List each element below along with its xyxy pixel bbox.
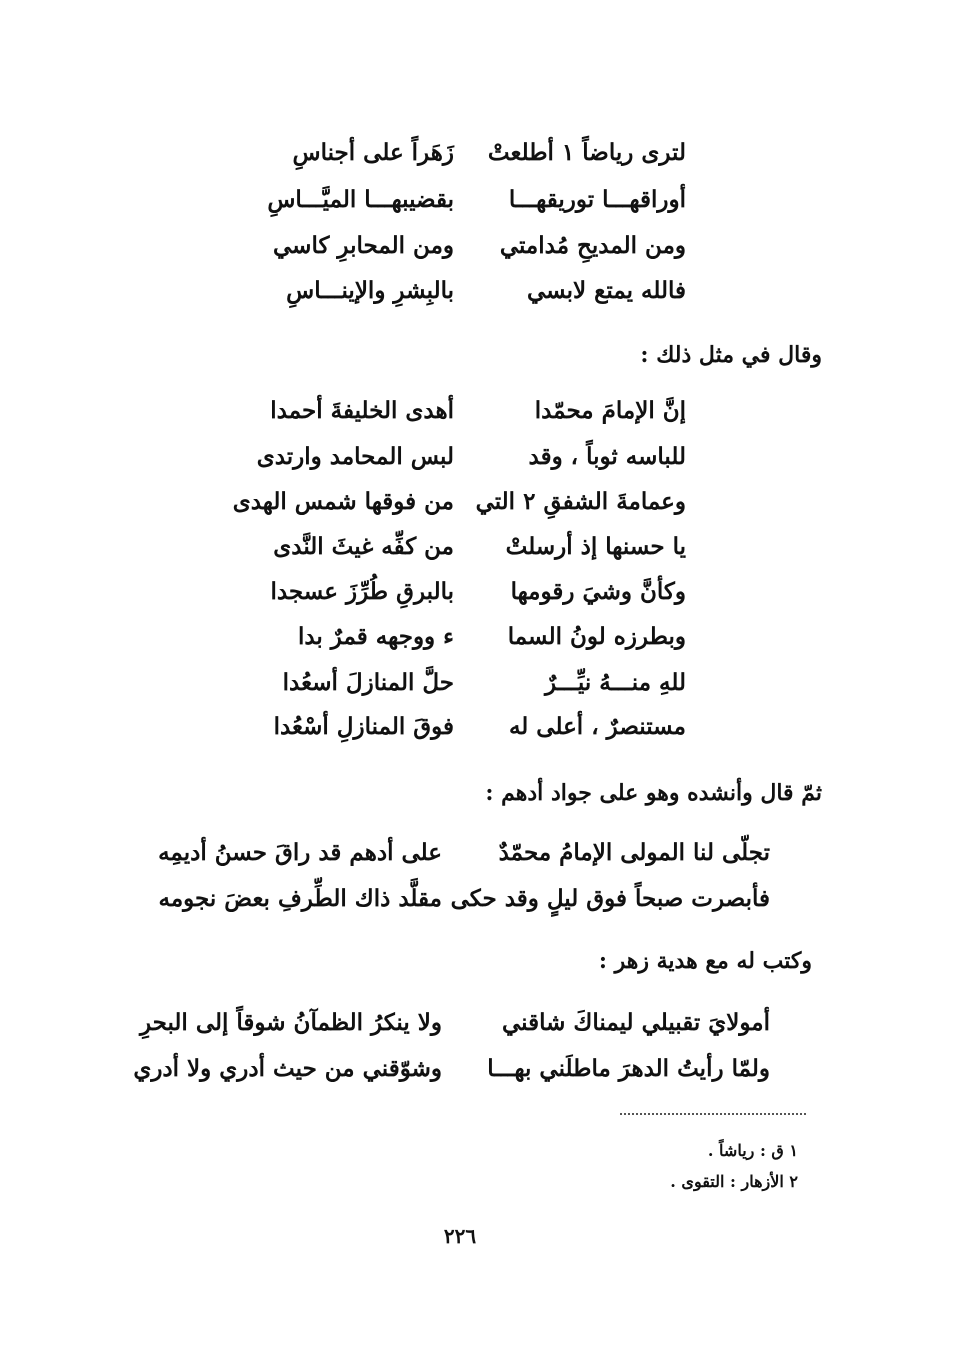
- verse-hemistich-first: مستنصرٌ ، أعلى له: [508, 713, 686, 740]
- footnote: ٢ الأزهار : التقوى .: [670, 1172, 798, 1191]
- verse-hemistich-second: زَهَراً على أجناسِ: [292, 139, 454, 166]
- verse-hemistich-second: وشوّقني من حيث أدري ولا أدري: [133, 1055, 442, 1082]
- verse-hemistich-second: فوقَ المنازلِ أسْعُدا: [273, 713, 454, 740]
- verse-hemistich-first: لترى رياضاً ١ أطلعتْ: [487, 139, 686, 166]
- verse-hemistich-second: مقلَّد ذاك الطِّرفِ بعضَ نجومه: [158, 885, 442, 912]
- verse-hemistich-second: بقضيبهـــا الميَّـــاسِ: [267, 186, 454, 213]
- verse-hemistich-second: من فوقها شمس الهدى: [232, 488, 454, 515]
- verse-hemistich-second: حلَّ المنازلَ أسعُدا: [282, 669, 454, 696]
- verse-hemistich-second: ولا ينكرُ الظمآنُ شوقاً إلى البحرِ: [139, 1009, 442, 1036]
- verse-hemistich-first: فالله يمتع لابسي: [526, 277, 686, 304]
- poem-intro: ثمّ قال وأنشده وهو على جواد أدهم :: [485, 780, 822, 806]
- verse-hemistich-first: أمولايَ تقبيلي ليمناكَ شاقني: [502, 1009, 770, 1036]
- verse-hemistich-first: ولمّا رأيتُ الدهرَ ماطلَني بهـــا: [487, 1055, 770, 1082]
- footnote-divider: [620, 1113, 806, 1115]
- verse-hemistich-first: للهِ منـــهُ نيِّـــرٌ: [544, 669, 686, 696]
- page-number: ٢٢٦: [443, 1224, 477, 1248]
- verse-hemistich-first: فأبصرت صبحاً فوق ليلٍ وقد حكى: [450, 885, 770, 912]
- verse-hemistich-second: بالبرقِ طُرِّزَ عسجدا: [270, 578, 454, 605]
- verse-hemistich-second: على أدهم قد راقَ حسنُ أديمِه: [158, 839, 442, 866]
- poem-intro: وقال في مثل ذلك :: [640, 342, 822, 368]
- verse-hemistich-first: تجلّى لنا المولى الإمامُ محمّدٌ: [498, 839, 770, 866]
- verse-hemistich-first: للباسه ثوباً ، وقد: [528, 443, 686, 470]
- footnote: ١ ق : رياشاً .: [707, 1141, 798, 1160]
- verse-hemistich-first: وعمامةَ الشفقِ ٢ التي: [475, 488, 686, 515]
- verse-hemistich-second: لبس المحامد وارتدى: [256, 443, 454, 470]
- verse-hemistich-first: إنَّ الإمامَ محمّدا: [534, 397, 686, 424]
- verse-hemistich-first: يا حسنها إذ أرسلتْ: [505, 533, 686, 560]
- verse-hemistich-first: ومن المديحِ مُدامتي: [499, 232, 686, 259]
- verse-hemistich-second: من كفِّه غيثَ النَّدى: [273, 533, 454, 560]
- verse-hemistich-second: بالبِشرِ والإينـــاسِ: [286, 277, 454, 304]
- verse-hemistich-second: ومن المحابرِ كاسي: [273, 232, 454, 259]
- verse-hemistich-first: وبطرزه لونُ السما: [507, 623, 686, 650]
- poem-intro: وكتب له مع هدية زهر :: [598, 948, 812, 974]
- verse-hemistich-second: ء ووجهه قمرٌ بدا: [297, 623, 454, 650]
- verse-hemistich-second: أهدى الخليفةَ أحمدا: [270, 397, 454, 424]
- verse-hemistich-first: وكأنَّ وشيَ رقومها: [510, 578, 686, 605]
- verse-hemistich-first: أوراقهـــا توريقهـــا: [508, 186, 686, 213]
